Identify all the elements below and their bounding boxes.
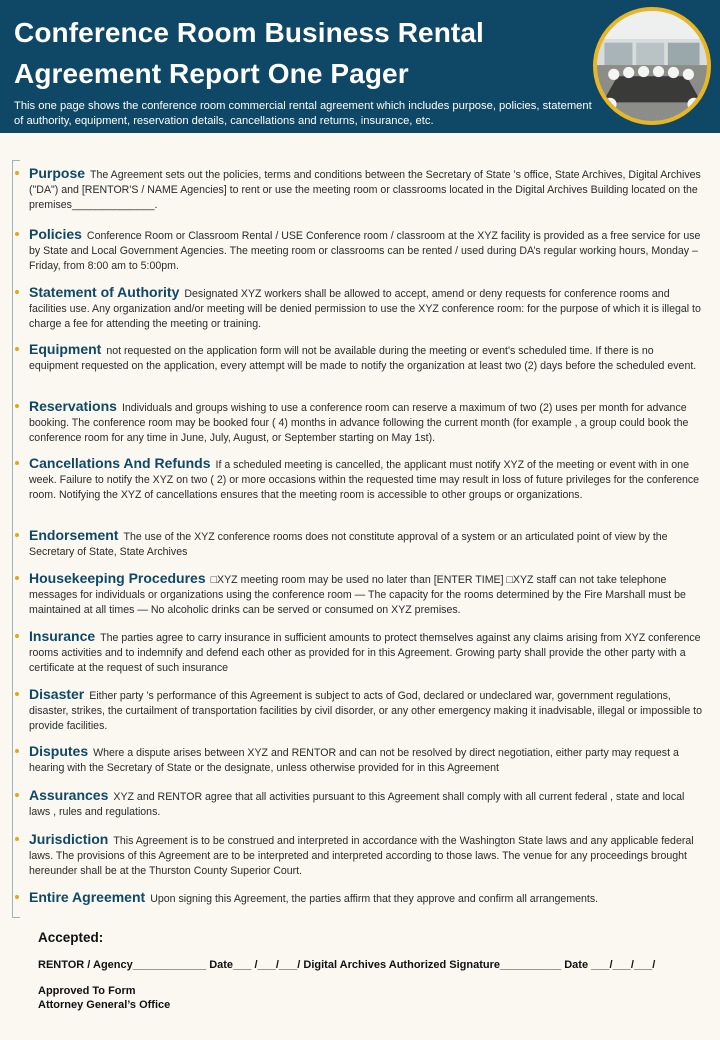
section-title: Statement of Authority (29, 284, 180, 300)
section-endorsement (29, 528, 704, 560)
page-subtitle: This one page shows the conference room commercial rental agreement which includes purpose, policies, statement of authority, equipment, reservation details, cancellations and returns, insurance, etc. (14, 100, 592, 127)
bullet-dot (15, 404, 19, 408)
page-title: Conference Room Business Rental Agreement Report One Pager (14, 17, 484, 89)
sections-bracket (12, 160, 20, 918)
section-title: Endorsement (29, 527, 119, 543)
bullet-dot (15, 576, 19, 580)
section-text: The Agreement sets out the policies, terms and conditions between the Secretary of State ’s office, State Archives, Digital Archives ("DA") and [RENTOR'S / NAME Agencies] to rent or use the meeting room or classrooms located in the Digital Archives Building located on the premises______________. (29, 169, 701, 211)
section-title: Cancellations And Refunds (29, 455, 211, 471)
section-disputes (29, 744, 704, 776)
bullet-dot (15, 171, 19, 175)
section-text: Where a dispute arises between XYZ and RENTOR and can not be resolved by direct negotiation, either party may request a hearing with the Secretary of State or the designate, unless otherwise provided for in this Agreement (29, 747, 679, 774)
section-entire-agreement (29, 890, 704, 907)
signature-line: RENTOR / Agency____________ Date___ /___/___/ Digital Archives Authorized Signature__________ Date ___/___/___/ (38, 959, 656, 971)
bullet-dot (15, 837, 19, 841)
section-text: XYZ and RENTOR agree that all activities pursuant to this Agreement shall comply with all current federal , state and local laws , rules and regulations. (29, 791, 685, 818)
section-text: Either party ’s performance of this Agreement is subject to acts of God, declared or undeclared war, government regulations, disaster, strikes, the curtailment of transportation facilities by civil disorder, or any other emergency making it inadvisable, illegal or impossible to provide facilities. (29, 690, 703, 732)
section-text: This Agreement is to be construed and interpreted in accordance with the Washington State laws and any applicable federal laws. The provisions of this Agreement are to be interpreted and interpreted according to those laws. The venue for any proceedings brought hereunder shall be at the Thurston County Superior Court. (29, 835, 694, 877)
section-title: Reservations (29, 398, 117, 414)
section-housekeeping-procedures (29, 571, 704, 618)
section-title: Insurance (29, 628, 96, 644)
section-text: If a scheduled meeting is cancelled, the applicant must notify XYZ of the meeting or event with in one week. Failure to notify the XYZ on two ( 2) or more occasions within the requested time may result in loss of future privileges for the conference room. Notifying the XYZ of cancellations ensures that the meeting room is accessible to other groups or organizations. (29, 459, 700, 501)
section-text: The parties agree to carry insurance in sufficient amounts to protect themselves against any claims arising from XYZ conference rooms activities and to indemnify and defend each other as provided for in this Agreement. Growing party shall provide the other party with a certificate at the request of such insurance (29, 632, 701, 674)
approved-line: Approved To Form (38, 985, 136, 997)
bullet-dot (15, 347, 19, 351)
section-text: Upon signing this Agreement, the parties affirm that they approve and confirm all arrangements. (150, 893, 599, 905)
section-title: Equipment (29, 341, 102, 357)
bullet-dot (15, 634, 19, 638)
section-equipment (29, 342, 704, 374)
bullet-dot (15, 232, 19, 236)
section-cancellations-and-refunds (29, 456, 704, 503)
section-text: Individuals and groups wishing to use a conference room can reserve a maximum of two (2) uses per month for advance booking. The conference room may be booked four ( 4) months in advance following the current month (for example , a group could book the conference room for any time in June, July, August, or September starting on May 1st). (29, 402, 689, 444)
section-purpose (29, 166, 704, 213)
section-disaster (29, 687, 704, 734)
section-text: Conference Room or Classroom Rental / USE Conference room / classroom at the XYZ facility is provided as a free service for use by State and Local Government Agencies. The meeting room or classrooms can be rented / used during DA’s regular working hours, Monday – Friday, from 8:00 am to 5:00pm. (29, 230, 701, 272)
bullet-dot (15, 533, 19, 537)
section-title: Purpose (29, 165, 86, 181)
conference-room-photo (593, 7, 711, 125)
section-title: Disaster (29, 686, 85, 702)
section-title: Disputes (29, 743, 89, 759)
section-title: Entire Agreement (29, 889, 146, 905)
section-reservations (29, 399, 704, 446)
section-title: Policies (29, 226, 82, 242)
bullet-dot (15, 290, 19, 294)
section-policies (29, 227, 704, 274)
section-text: not requested on the application form will not be available during the meeting or event's scheduled time. If there is no equipment requested on the application, every attempt will be made to notify the organization at least two (2) days before the scheduled event. (29, 345, 697, 372)
bullet-dot (15, 895, 19, 899)
section-insurance (29, 629, 704, 676)
section-title: Assurances (29, 787, 109, 803)
section-jurisdiction (29, 832, 704, 879)
bullet-dot (15, 749, 19, 753)
header-banner (0, 0, 720, 133)
bullet-dot (15, 692, 19, 696)
section-text: Designated XYZ workers shall be allowed to accept, amend or deny requests for conference rooms and facilities use. Any organization and/or meeting will be denied permission to use the XYZ conference room: for the purpose of which it is illegal to charge a fee for attending the meeting or training. (29, 288, 701, 330)
section-statement-of-authority (29, 285, 704, 332)
section-assurances (29, 788, 704, 820)
attorney-general-line: Attorney General’s Office (38, 999, 171, 1011)
section-text: The use of the XYZ conference rooms does not constitute approval of a system or an articulated point of view by the Secretary of State, State Archives (29, 531, 668, 558)
section-title: Jurisdiction (29, 831, 109, 847)
accepted-label: Accepted: (38, 930, 104, 945)
approved-block (38, 984, 170, 1012)
section-text: □XYZ meeting room may be used no later than [ENTER TIME] □XYZ staff can not take telephone messages for individuals or organizations using the conference room — The capacity for the rooms determined by the Fire Marshall must be maintained at all times — No alcoholic drinks can be served or consumed on XYZ premises. (29, 574, 686, 616)
bullet-dot (15, 461, 19, 465)
bullet-dot (15, 793, 19, 797)
section-title: Housekeeping Procedures (29, 570, 206, 586)
